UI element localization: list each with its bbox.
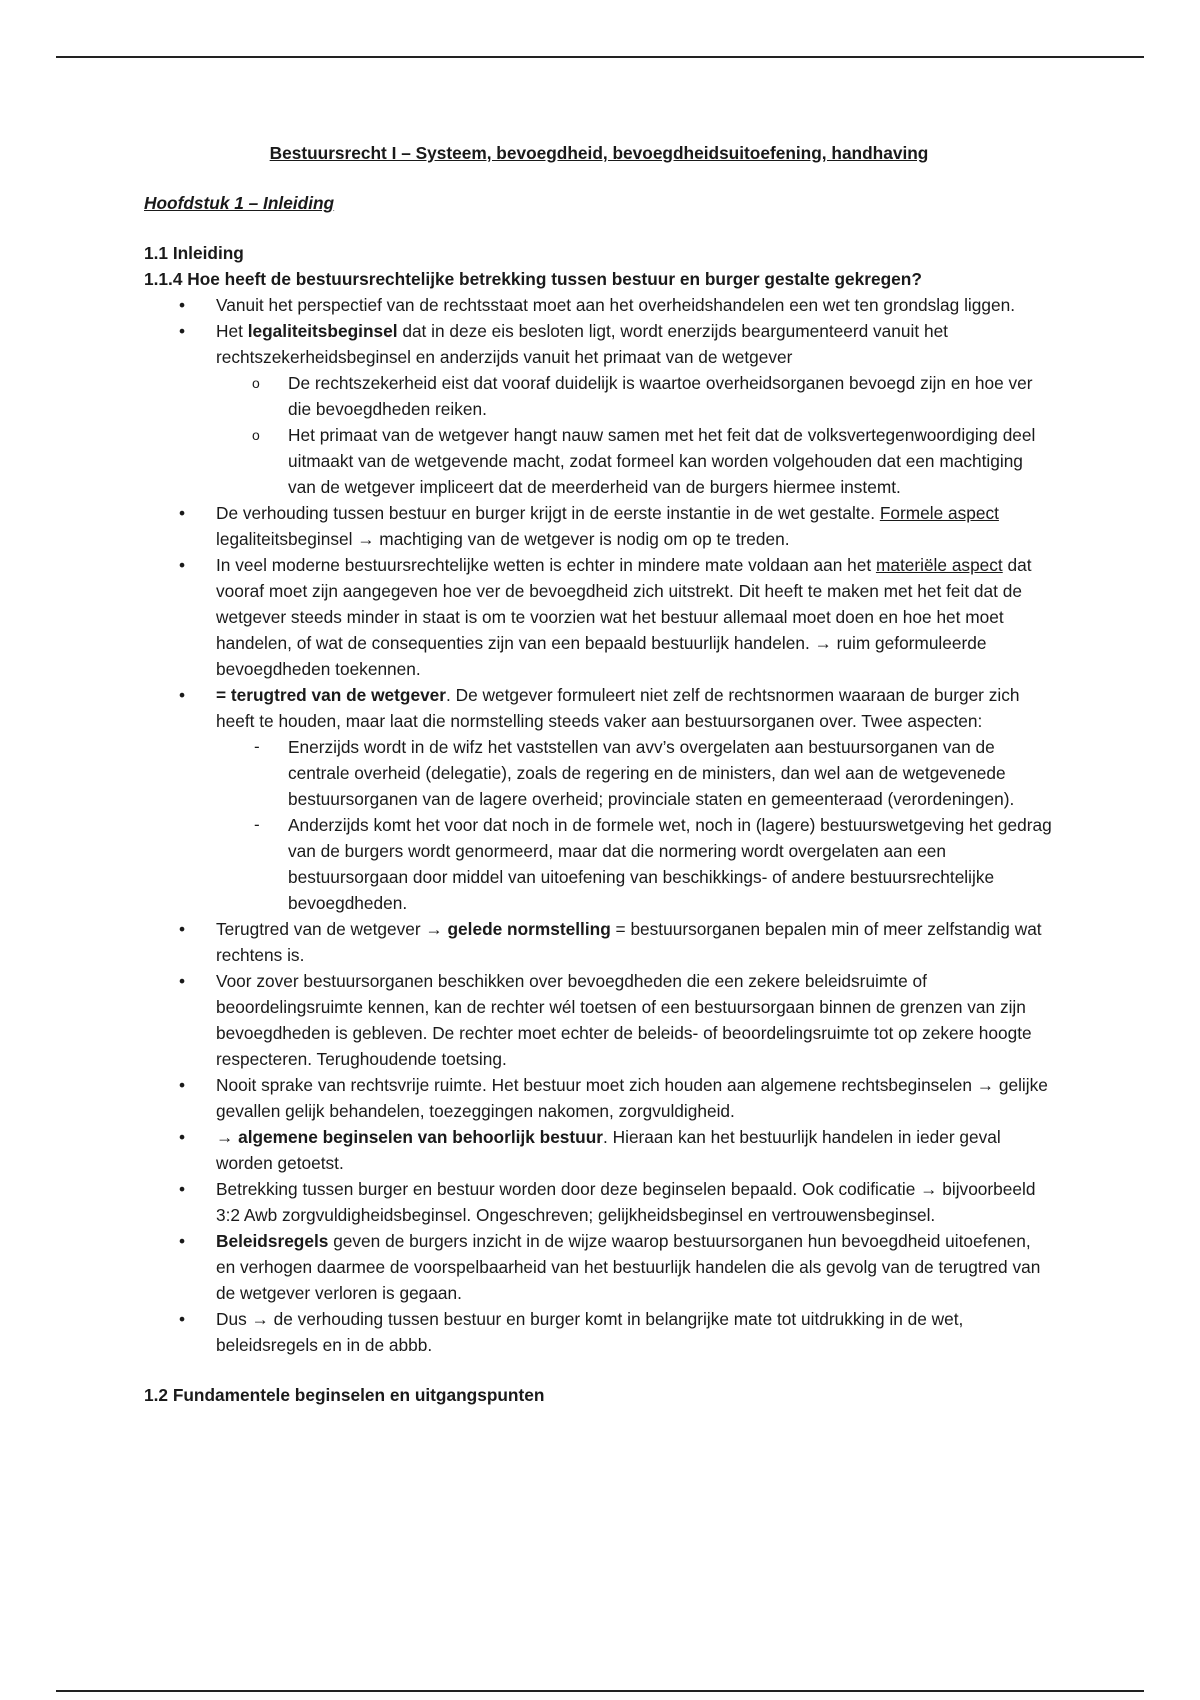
header-rule	[56, 56, 1144, 58]
bullet-list	[144, 292, 1054, 1358]
list-item: • = terugtred van de wetgever. De wetgever formuleert niet zelf de rechtsnormen waaraan de burger zich heeft te houden, maar laat die normstelling steeds vaker aan bestuursorganen over. Twee aspecten: - Enerzijds wordt in de wifz het vaststellen van avv’s overgelaten aan bestuursorganen van de centrale overheid (delegatie), zoals de regering en de ministers, dan wel aan de wetgevenede bestuursorganen van de lagere overheid; provinciale staten en gemeenteraad (verordeningen). - Anderzijds komt het voor dat noch in de formele wet, noch in (lagere) bestuurswetgeving het gedrag van de burgers wordt genormeerd, maar dat die normering wordt overgelaten aan een bestuursorgaan door middel van uitoefening van beschikkings- of andere bestuursrechtelijke bevoegdheden.	[144, 682, 1054, 916]
section-heading-1-2: 1.2 Fundamentele beginselen en uitgangspunten	[144, 1385, 545, 1405]
sub-list-item: - Enerzijds wordt in de wifz het vaststellen van avv’s overgelaten aan bestuursorganen van de centrale overheid (delegatie), zoals de regering en de ministers, dan wel aan de wetgevenede bestuursorganen van de lagere overheid; provinciale staten en gemeenteraad (verordeningen).	[216, 734, 1054, 812]
underlined-term: materiële aspect	[875, 555, 1003, 575]
bold-term: Beleidsregels	[216, 1231, 329, 1251]
list-item: • De verhouding tussen bestuur en burger krijgt in de eerste instantie in de wet gestalte. Formele aspect legaliteitsbeginsel → machtiging van de wetgever is nodig om op te treden.	[144, 500, 1054, 552]
list-item: • Het legaliteitsbeginsel dat in deze eis besloten ligt, wordt enerzijds beargumenteerd vanuit het rechtszekerheidsbeginsel en anderzijds vanuit het primaat van de wetgever o De rechtszekerheid eist dat vooraf duidelijk is waartoe overheidsorganen bevoegd zijn en hoe ver die bevoegdheden reiken. o Het primaat van de wetgever hangt nauw samen met het feit dat de volksvertegenwoordiging deel uitmaakt van de wetgevende macht, zodat formeel kan worden volgehouden dat een machtiging van de wetgever impliceert dat de meerderheid van de burgers hiermee instemt.	[144, 318, 1054, 500]
list-item: • Voor zover bestuursorganen beschikken over bevoegdheden die een zekere beleidsruimte of beoordelingsruimte kennen, kan de rechter wél toetsen of een bestuursorgaan binnen de grenzen van zijn bevoegdheden is gebleven. De rechter moet echter de beleids- of beoordelingsruimte tot op zekere hoogte respecteren. Terughoudende toetsing.	[144, 968, 1054, 1072]
sub-list-item: o Het primaat van de wetgever hangt nauw samen met het feit dat de volksvertegenwoordiging deel uitmaakt van de wetgevende macht, zodat formeel kan worden volgehouden dat een machtiging van de wetgever impliceert dat de meerderheid van de burgers hiermee instemt.	[216, 422, 1054, 500]
dash-sub-list	[216, 734, 1054, 916]
bold-term: legaliteitsbeginsel	[247, 321, 398, 341]
bullet-marker: •	[179, 1309, 186, 1329]
list-item: • → algemene beginselen van behoorlijk bestuur. Hieraan kan het bestuurlijk handelen in ieder geval worden getoetst.	[144, 1124, 1054, 1176]
bullet-marker: •	[179, 503, 186, 523]
list-item: • Betrekking tussen burger en bestuur worden door deze beginselen bepaald. Ook codificatie → bijvoorbeeld 3:2 Awb zorgvuldigheidsbeginsel. Ongeschreven; gelijkheidsbeginsel en vertrouwensbeginsel.	[144, 1176, 1054, 1228]
list-item: • Beleidsregels geven de burgers inzicht in de wijze waarop bestuursorganen hun bevoegdheid uitoefenen, en verhogen daarmee de voorspelbaarheid van het bestuurlijk handelen die als gevolg van de terugtred van de wetgever verloren is gegaan.	[144, 1228, 1054, 1306]
bullet-marker: •	[179, 919, 186, 939]
bullet-marker: •	[179, 1075, 186, 1095]
bullet-marker: •	[179, 1127, 186, 1147]
list-item: • Nooit sprake van rechtsvrije ruimte. Het bestuur moet zich houden aan algemene rechtsbeginselen → gelijke gevallen gelijk behandelen, toezeggingen nakomen, zorgvuldigheid.	[144, 1072, 1054, 1124]
list-item: • In veel moderne bestuursrechtelijke wetten is echter in mindere mate voldaan aan het materiële aspect dat vooraf moet zijn aangegeven hoe ver de bevoegdheid zich uitstrekt. Dit heeft te maken met het feit dat de wetgever steeds minder in staat is om te voorzien wat het bestuur allemaal moet doen en hoe het moet handelen, of wat de consequenties zijn van een bepaald bestuurlijk handelen. → ruim geformuleerde bevoegdheden toekennen.	[144, 552, 1054, 682]
bold-term: → algemene beginselen van behoorlijk bestuur	[216, 1127, 604, 1147]
section-heading-1-1: 1.1 Inleiding	[144, 243, 244, 263]
list-item: • Dus → de verhouding tussen bestuur en burger komt in belangrijke mate tot uitdrukking in de wet, beleidsregels en in de abbb.	[144, 1306, 1054, 1358]
bold-term: gelede normstelling	[447, 919, 611, 939]
list-item: • Vanuit het perspectief van de rechtsstaat moet aan het overheidshandelen een wet ten grondslag liggen.	[144, 292, 1054, 318]
bullet-marker: •	[179, 295, 186, 315]
bullet-marker: •	[179, 1231, 186, 1251]
dash-marker: -	[254, 815, 260, 834]
bullet-marker: •	[179, 685, 186, 705]
bullet-marker: •	[179, 321, 186, 341]
document-title: Bestuursrecht I – Systeem, bevoegdheid, bevoegdheidsuitoefening, handhaving	[269, 143, 929, 163]
sub-bullet-marker: o	[252, 375, 260, 391]
bold-term: = terugtred van de wetgever	[216, 685, 447, 705]
underlined-term: Formele aspect	[879, 503, 999, 523]
dash-marker: -	[254, 737, 260, 756]
footer-rule	[56, 1690, 1144, 1692]
sub-list-item: - Anderzijds komt het voor dat noch in de formele wet, noch in (lagere) bestuurswetgeving het gedrag van de burgers wordt genormeerd, maar dat die normering wordt overgelaten aan een bestuursorgaan door middel van uitoefening van beschikkings- of andere bestuursrechtelijke bevoegdheden.	[216, 812, 1054, 916]
sub-list	[216, 370, 1054, 500]
sub-list-item: o De rechtszekerheid eist dat vooraf duidelijk is waartoe overheidsorganen bevoegd zijn en hoe ver die bevoegdheden reiken.	[216, 370, 1054, 422]
sub-bullet-marker: o	[252, 427, 260, 443]
chapter-heading: Hoofdstuk 1 – Inleiding	[144, 193, 335, 213]
bullet-marker: •	[179, 555, 186, 575]
list-item: • Terugtred van de wetgever → gelede normstelling = bestuursorganen bepalen min of meer zelfstandig wat rechtens is.	[144, 916, 1054, 968]
section-heading-1-1-4: 1.1.4 Hoe heeft de bestuursrechtelijke betrekking tussen bestuur en burger gestalte gekregen?	[144, 269, 922, 289]
bullet-marker: •	[179, 1179, 186, 1199]
bullet-marker: •	[179, 971, 186, 991]
document-body	[144, 140, 1054, 1408]
